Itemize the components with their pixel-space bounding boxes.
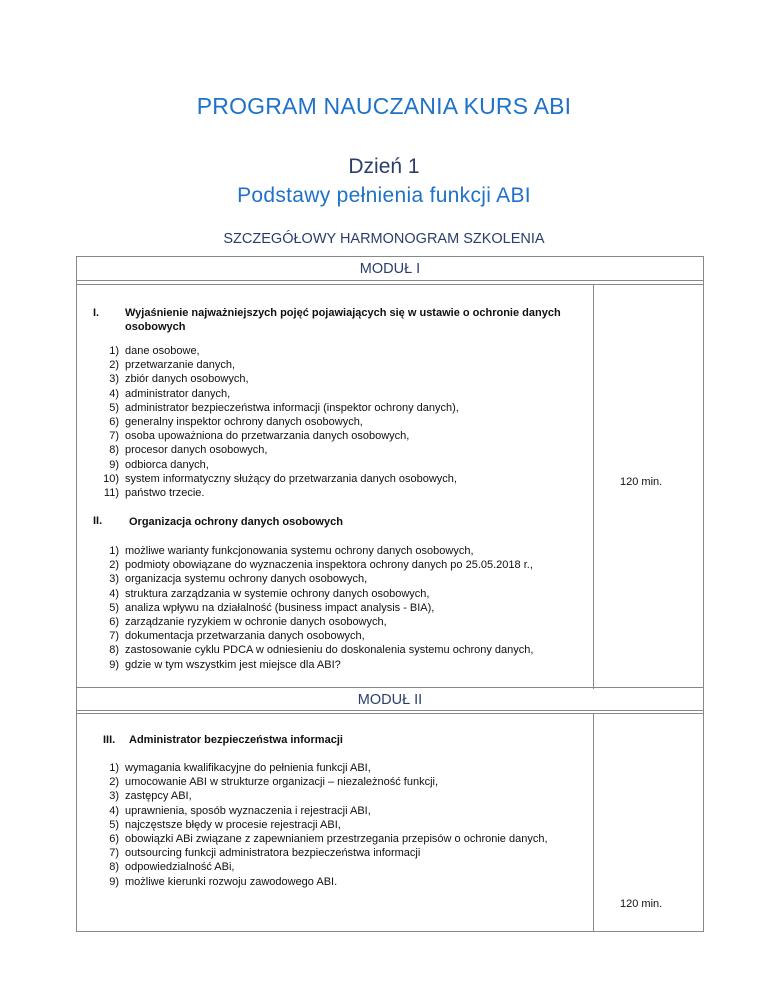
list-item: [97, 558, 587, 572]
list-item: [97, 846, 567, 860]
list-item: [97, 372, 577, 386]
list-item-text: generalny inspektor ochrony danych osobowych,: [125, 416, 363, 429]
list-item-number: 11): [103, 487, 119, 500]
list-item: [97, 429, 577, 443]
list-item-text: zastępcy ABI,: [125, 790, 192, 803]
section-3-list: [97, 761, 567, 889]
list-item-text: gdzie w tym wszystkim jest miejsce dla ABI?: [125, 658, 341, 671]
list-item-text: umocowanie ABI w strukturze organizacji – niezależność funkcji,: [125, 776, 439, 789]
row-divider: [77, 713, 703, 714]
list-item: [97, 358, 577, 372]
section-1-list: [97, 344, 577, 500]
list-item-number: 4): [109, 804, 119, 817]
list-item-number: 9): [109, 458, 119, 471]
list-item: [97, 761, 567, 775]
list-item-number: 3): [109, 373, 119, 386]
list-item-text: podmioty obowiązane do wyznaczenia inspektora ochrony danych po 25.05.2018 r.,: [125, 559, 533, 572]
list-item-text: możliwe kierunki rozwoju zawodowego ABI.: [125, 875, 338, 888]
list-item-number: 5): [109, 818, 119, 831]
list-item: [97, 643, 587, 657]
list-item-number: 1): [109, 762, 119, 774]
list-item: [97, 804, 567, 818]
list-item: [97, 789, 567, 803]
list-item: [97, 443, 577, 457]
list-item-number: 1): [109, 545, 119, 557]
list-item-number: 9): [109, 658, 119, 671]
list-item: [97, 629, 587, 643]
list-item-text: obowiązki ABi związane z zapewnianiem przestrzegania przepisów o ochronie danych,: [125, 833, 548, 846]
list-item-text: organizacja systemu ochrony danych osobowych,: [125, 573, 368, 586]
list-item-text: system informatyczny służący do przetwarzania danych osobowych,: [125, 472, 457, 485]
list-item-text: procesor danych osobowych,: [125, 444, 268, 457]
list-item: [97, 658, 587, 672]
list-item: [97, 472, 577, 486]
list-item: [97, 615, 587, 629]
list-item-number: 2): [109, 359, 119, 372]
list-item-text: dokumentacja przetwarzania danych osobowych,: [125, 630, 365, 643]
list-item-text: wymagania kwalifikacyjne do pełnienia funkcji ABI,: [125, 762, 371, 774]
list-item-text: osoba upoważniona do przetwarzania danych osobowych,: [125, 430, 410, 443]
list-item: [97, 486, 577, 500]
list-item-number: 6): [109, 616, 119, 629]
list-item-number: 3): [109, 790, 119, 803]
list-item-number: 7): [109, 430, 119, 443]
day-heading: Dzień 1: [348, 155, 420, 178]
module-1-duration: 120 min.: [620, 476, 663, 488]
column-divider: [593, 284, 594, 689]
section-1-number: I.: [93, 307, 100, 319]
list-item: [97, 818, 567, 832]
list-item-number: 4): [109, 587, 119, 600]
list-item-number: 8): [109, 644, 119, 657]
list-item-text: zarządzanie ryzykiem w ochronie danych osobowych,: [125, 616, 387, 629]
list-item: [97, 601, 587, 615]
module-2-header: MODUŁ II: [77, 687, 703, 711]
list-item: [97, 875, 567, 889]
list-item: [97, 344, 577, 358]
section-3-title: Administrator bezpieczeństwa informacji: [129, 734, 343, 746]
list-item-text: outsourcing funkcji administratora bezpieczeństwa informacji: [125, 847, 421, 860]
list-item: [97, 587, 587, 601]
list-item-text: odbiorca danych,: [125, 458, 209, 471]
module-2-duration: 120 min.: [620, 898, 663, 910]
list-item-number: 9): [109, 875, 119, 888]
list-item-number: 7): [109, 630, 119, 643]
day-subtitle: Podstawy pełnienia funkcji ABI: [237, 184, 531, 207]
list-item-number: 3): [109, 573, 119, 586]
list-item-number: 6): [109, 416, 119, 429]
document-title: PROGRAM NAUCZANIA KURS ABI: [196, 93, 572, 119]
list-item-text: najczęstsze błędy w procesie rejestracji ABI,: [125, 818, 341, 831]
schedule-table: [76, 256, 704, 932]
list-item-number: 10): [103, 472, 119, 485]
list-item: [97, 415, 577, 429]
list-item: [97, 458, 577, 472]
list-item-number: 6): [109, 833, 119, 846]
list-item: [97, 572, 587, 586]
section-2-title: Organizacja ochrony danych osobowych: [129, 516, 343, 528]
list-item-text: możliwe warianty funkcjonowania systemu ochrony danych osobowych,: [125, 545, 474, 557]
list-item-number: 2): [109, 559, 119, 572]
list-item: [97, 401, 577, 415]
list-item-text: uprawnienia, sposób wyznaczenia i rejestracji ABI,: [125, 804, 371, 817]
list-item-text: analiza wpływu na działalność (business impact analysis - BIA),: [125, 601, 435, 614]
list-item-text: zastosowanie cyklu PDCA w odniesieniu do doskonalenia systemu ochrony danych,: [125, 644, 534, 657]
row-divider: [77, 284, 703, 285]
list-item: [97, 832, 567, 846]
list-item-text: administrator danych,: [125, 387, 231, 400]
list-item-text: dane osobowe,: [125, 345, 200, 357]
section-2-number: II.: [93, 515, 103, 527]
list-item-text: przetwarzanie danych,: [125, 359, 236, 372]
section-3-number: III.: [103, 734, 116, 746]
column-divider: [593, 713, 594, 931]
list-item-number: 5): [109, 601, 119, 614]
list-item-number: 2): [109, 776, 119, 789]
list-item-text: struktura zarządzania w systemie ochrony danych osobowych,: [125, 587, 430, 600]
module-1-header: MODUŁ I: [77, 257, 703, 281]
list-item-number: 8): [109, 444, 119, 457]
list-item-number: 4): [109, 387, 119, 400]
list-item: [97, 387, 577, 401]
section-2-list: [97, 544, 587, 672]
list-item-text: zbiór danych osobowych,: [125, 373, 249, 386]
list-item-text: administrator bezpieczeństwa informacji (inspektor ochrony danych),: [125, 401, 459, 414]
list-item-number: 8): [109, 861, 119, 874]
list-item: [97, 775, 567, 789]
list-item-number: 1): [109, 345, 119, 357]
list-item-number: 5): [109, 401, 119, 414]
section-1-title: Wyjaśnienie najważniejszych pojęć pojawiających się w ustawie o ochronie danych osobowych: [125, 307, 561, 333]
schedule-heading: SZCZEGÓŁOWY HARMONOGRAM SZKOLENIA: [223, 231, 545, 247]
list-item-number: 7): [109, 847, 119, 860]
list-item: [97, 860, 567, 874]
list-item-text: odpowiedzialność ABi,: [125, 861, 235, 874]
list-item-text: państwo trzecie.: [125, 487, 205, 500]
list-item: [97, 544, 587, 558]
